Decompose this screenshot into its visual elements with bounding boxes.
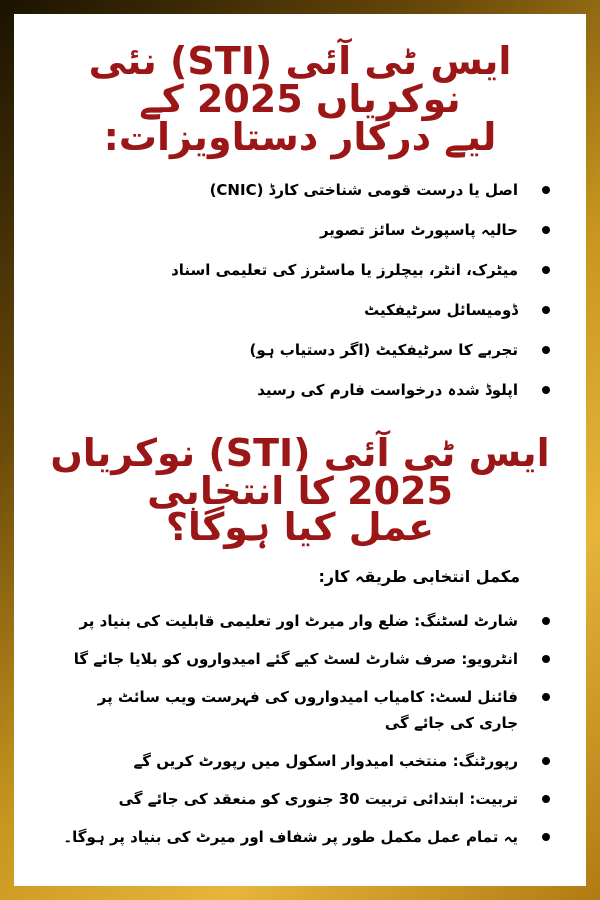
- list-item: [54, 257, 550, 283]
- bullet-icon: [542, 693, 550, 701]
- bullet-icon: [542, 795, 550, 803]
- selection-process-list: [54, 608, 550, 862]
- list-item-text: حالیہ پاسپورٹ سائز تصویر: [319, 221, 518, 239]
- list-item: [54, 177, 550, 203]
- bullet-icon: [542, 617, 550, 625]
- list-item: [54, 748, 550, 774]
- list-item-text: یہ تمام عمل مکمل طور پر شفاف اور میرٹ کی بنیاد پر ہوگا۔: [63, 828, 518, 846]
- bullet-icon: [542, 186, 550, 194]
- list-item: [54, 217, 550, 243]
- bullet-icon: [542, 306, 550, 314]
- list-item-text: شارٹ لسٹنگ: ضلع وار میرٹ اور تعلیمی قابلیت کی بنیاد پر: [79, 612, 518, 630]
- list-item: [54, 646, 550, 672]
- required-documents-list: [54, 177, 550, 417]
- bullet-icon: [542, 833, 550, 841]
- bullet-icon: [542, 386, 550, 394]
- list-item: [54, 824, 550, 850]
- list-item-text: تجربے کا سرٹیفکیٹ (اگر دستیاب ہو): [249, 341, 518, 359]
- list-item-text: اپلوڈ شدہ درخواست فارم کی رسید: [257, 381, 518, 399]
- list-item: [54, 377, 550, 403]
- list-item-text: میٹرک، انٹر، بیچلرز یا ماسٹرز کی تعلیمی اسناد: [171, 261, 518, 279]
- list-item: [54, 608, 550, 634]
- bullet-icon: [542, 266, 550, 274]
- bullet-icon: [542, 346, 550, 354]
- section2-heading-line2: عمل کیا ہوگا؟: [165, 505, 435, 549]
- list-item: [54, 297, 550, 323]
- bullet-icon: [542, 226, 550, 234]
- list-item-text: اصل یا درست قومی شناختی کارڈ (CNIC): [209, 181, 518, 199]
- list-item: [54, 684, 550, 736]
- document-card: [14, 14, 586, 886]
- list-item-text: ڈومیسائل سرٹیفکیٹ: [364, 301, 518, 319]
- list-item-text: فائنل لسٹ: کامیاب امیدواروں کی فہرست ویب سائٹ پر جاری کی جائے گی: [97, 688, 518, 732]
- bullet-icon: [542, 655, 550, 663]
- list-item: [54, 786, 550, 812]
- bullet-icon: [542, 757, 550, 765]
- list-item: [54, 337, 550, 363]
- section2-heading-line1: ایس ٹی آئی (STI) نوکریاں 2025 کا انتخابی: [50, 431, 550, 513]
- list-item-text: تربیت: ابتدائی تربیت 30 جنوری کو منعقد کی جائے گی: [118, 790, 518, 808]
- section1-heading-line1: ایس ٹی آئی (STI) نئی نوکریاں 2025 کے: [88, 39, 512, 121]
- list-item-text: انٹرویو: صرف شارٹ لسٹ کیے گئے امیدواروں کو بلایا جائے گا: [73, 650, 518, 668]
- list-item-text: رپورٹنگ: منتخب امیدوار اسکول میں رپورٹ کریں گے: [133, 752, 518, 770]
- selection-process-intro: مکمل انتخابی طریقہ کار:: [318, 567, 520, 586]
- section1-heading-line2: لیے درکار دستاویزات:: [103, 115, 497, 159]
